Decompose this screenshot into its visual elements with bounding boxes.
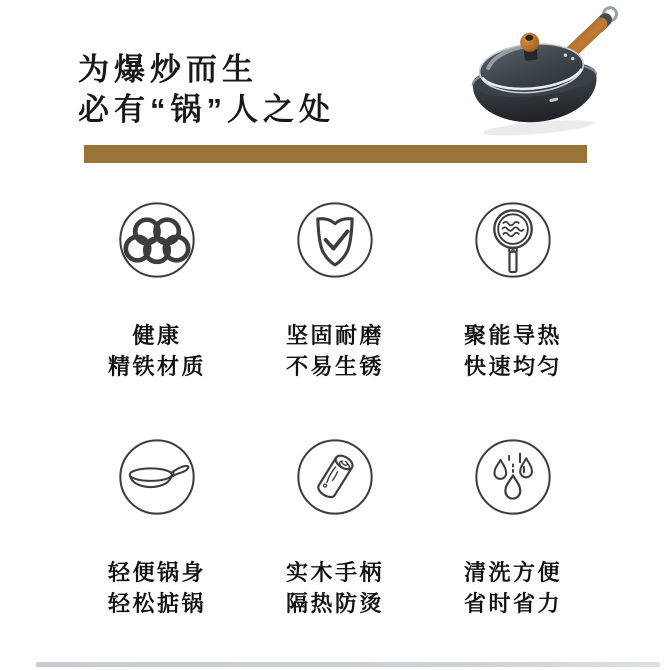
water-drops-icon xyxy=(474,438,552,516)
shield-check-icon xyxy=(296,201,374,279)
title-line-1: 为爆炒而生 xyxy=(78,52,258,87)
heat-conduction-icon xyxy=(474,201,552,279)
feature-label: 聚能导热 快速均匀 xyxy=(463,323,562,379)
page-title xyxy=(78,50,335,130)
iron-material-icon xyxy=(118,201,196,279)
feature-card-wood-handle xyxy=(286,429,384,619)
light-pan-icon xyxy=(118,438,196,516)
feature-card-lightweight xyxy=(108,429,206,619)
feature-label: 实木手柄 隔热防烫 xyxy=(285,560,384,616)
feature-card-iron-material xyxy=(108,192,206,429)
feature-label: 轻便锅身 轻松掂锅 xyxy=(107,560,206,616)
horizontal-scrollbar[interactable] xyxy=(36,662,660,667)
title-line-2: 必有“锅”人之处 xyxy=(78,92,335,127)
feature-card-heat xyxy=(464,192,562,429)
wok-product-image xyxy=(436,6,634,148)
feature-label: 健康 精铁材质 xyxy=(107,323,206,379)
feature-grid xyxy=(68,192,602,619)
feature-label: 清洗方便 省时省力 xyxy=(463,560,562,616)
feature-card-durable xyxy=(286,192,384,429)
feature-card-easy-clean xyxy=(464,429,562,619)
wok-illustration xyxy=(436,6,634,148)
feature-label: 坚固耐磨 不易生锈 xyxy=(285,323,384,379)
wood-handle-icon xyxy=(296,438,374,516)
